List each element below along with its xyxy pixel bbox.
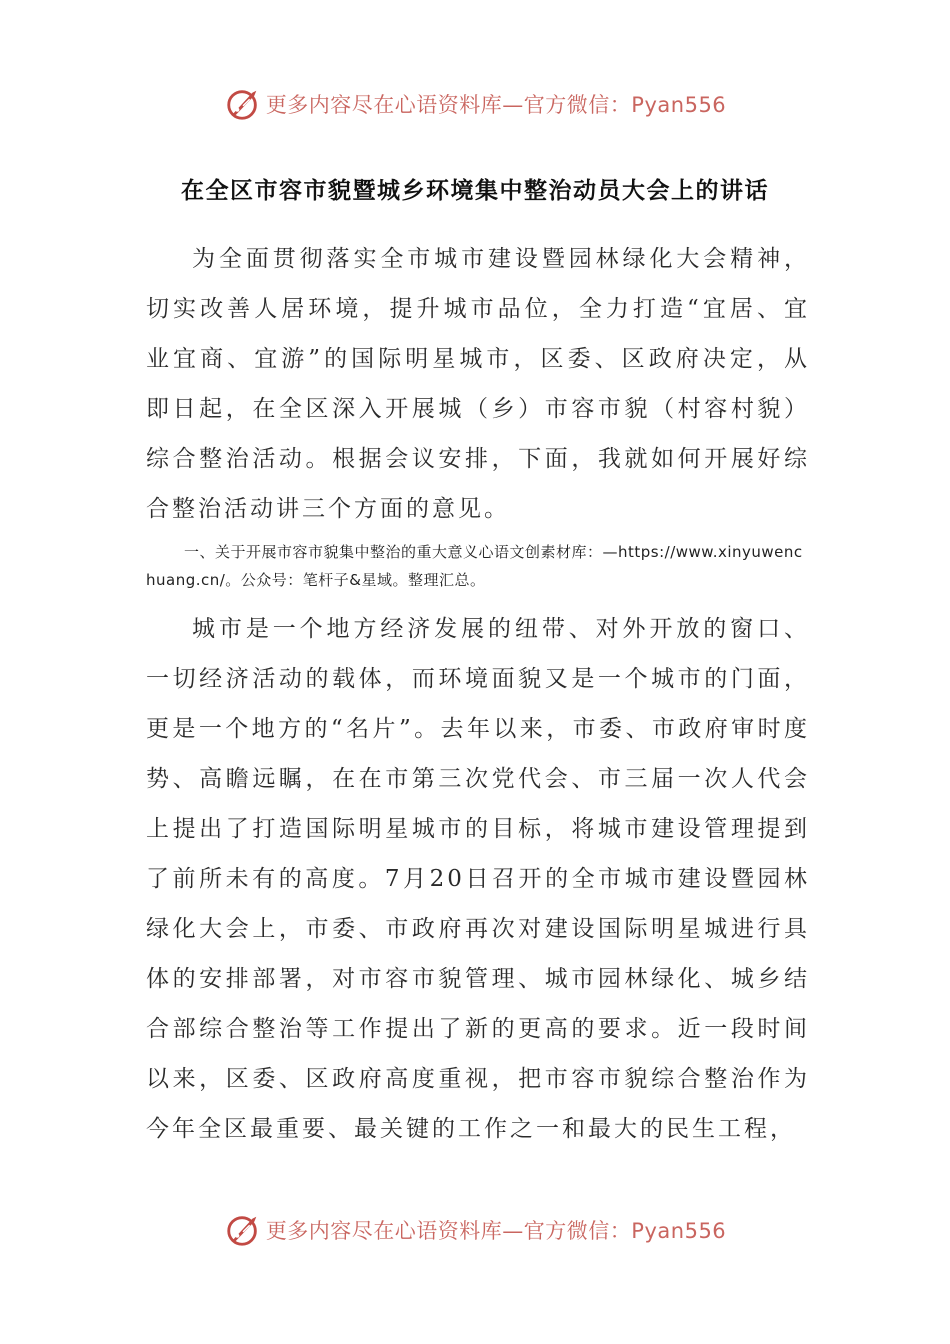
body-paragraph-intro: 为全面贯彻落实全市城市建设暨园林绿化大会精神，切实改善人居环境，提升城市品位，全力打造“宜居、宜业宜商、宜游”的国际明星城市，区委、区政府决定，从即日起，在全区深入开展城（乡）市容市貌（村容村貌）综合整治活动。根据会议安排，下面，我就如何开展好综合整治活动讲三个方面的意见。 (146, 246, 810, 522)
header-banner (0, 84, 950, 124)
footer-banner (0, 1210, 950, 1250)
quill-pen-logo-icon (224, 85, 262, 123)
quill-pen-logo-icon (224, 1211, 262, 1249)
footer-banner-text: 更多内容尽在心语资料库—官方微信：Pyan556 (265, 1219, 727, 1243)
body-paragraph-city: 城市是一个地方经济发展的纽带、对外开放的窗口、一切经济活动的载体，而环境面貌又是一个城市的门面，更是一个地方的“名片”。去年以来，市委、市政府审时度势、高瞻远瞩，在在市第三次党代会、市三届一次人代会上提出了打造国际明星城市的目标，将城市建设管理提到了前所未有的高度。7月20日召开的全市城市建设暨园林绿化大会上，市委、市政府再次对建设国际明星城进行具体的安排部署，对市容市貌管理、城市园林绿化、城乡结合部综合整治等工作提出了新的更高的要求。近一段时间以来，区委、区政府高度重视，把市容市貌综合整治作为今年全区最重要、最关键的工作之一和最大的民生工程， (146, 616, 810, 1142)
header-banner-text: 更多内容尽在心语资料库—官方微信：Pyan556 (265, 93, 727, 117)
section-heading-note: 一、关于开展市容市貌集中整治的重大意义心语文创素材库：—https://www.xinyuwenchuang.cn/。公众号：笔杆子&星域。整理汇总。 (146, 543, 803, 589)
document-title: 在全区市容市貌暨城乡环境集中整治动员大会上的讲话 (181, 178, 769, 204)
